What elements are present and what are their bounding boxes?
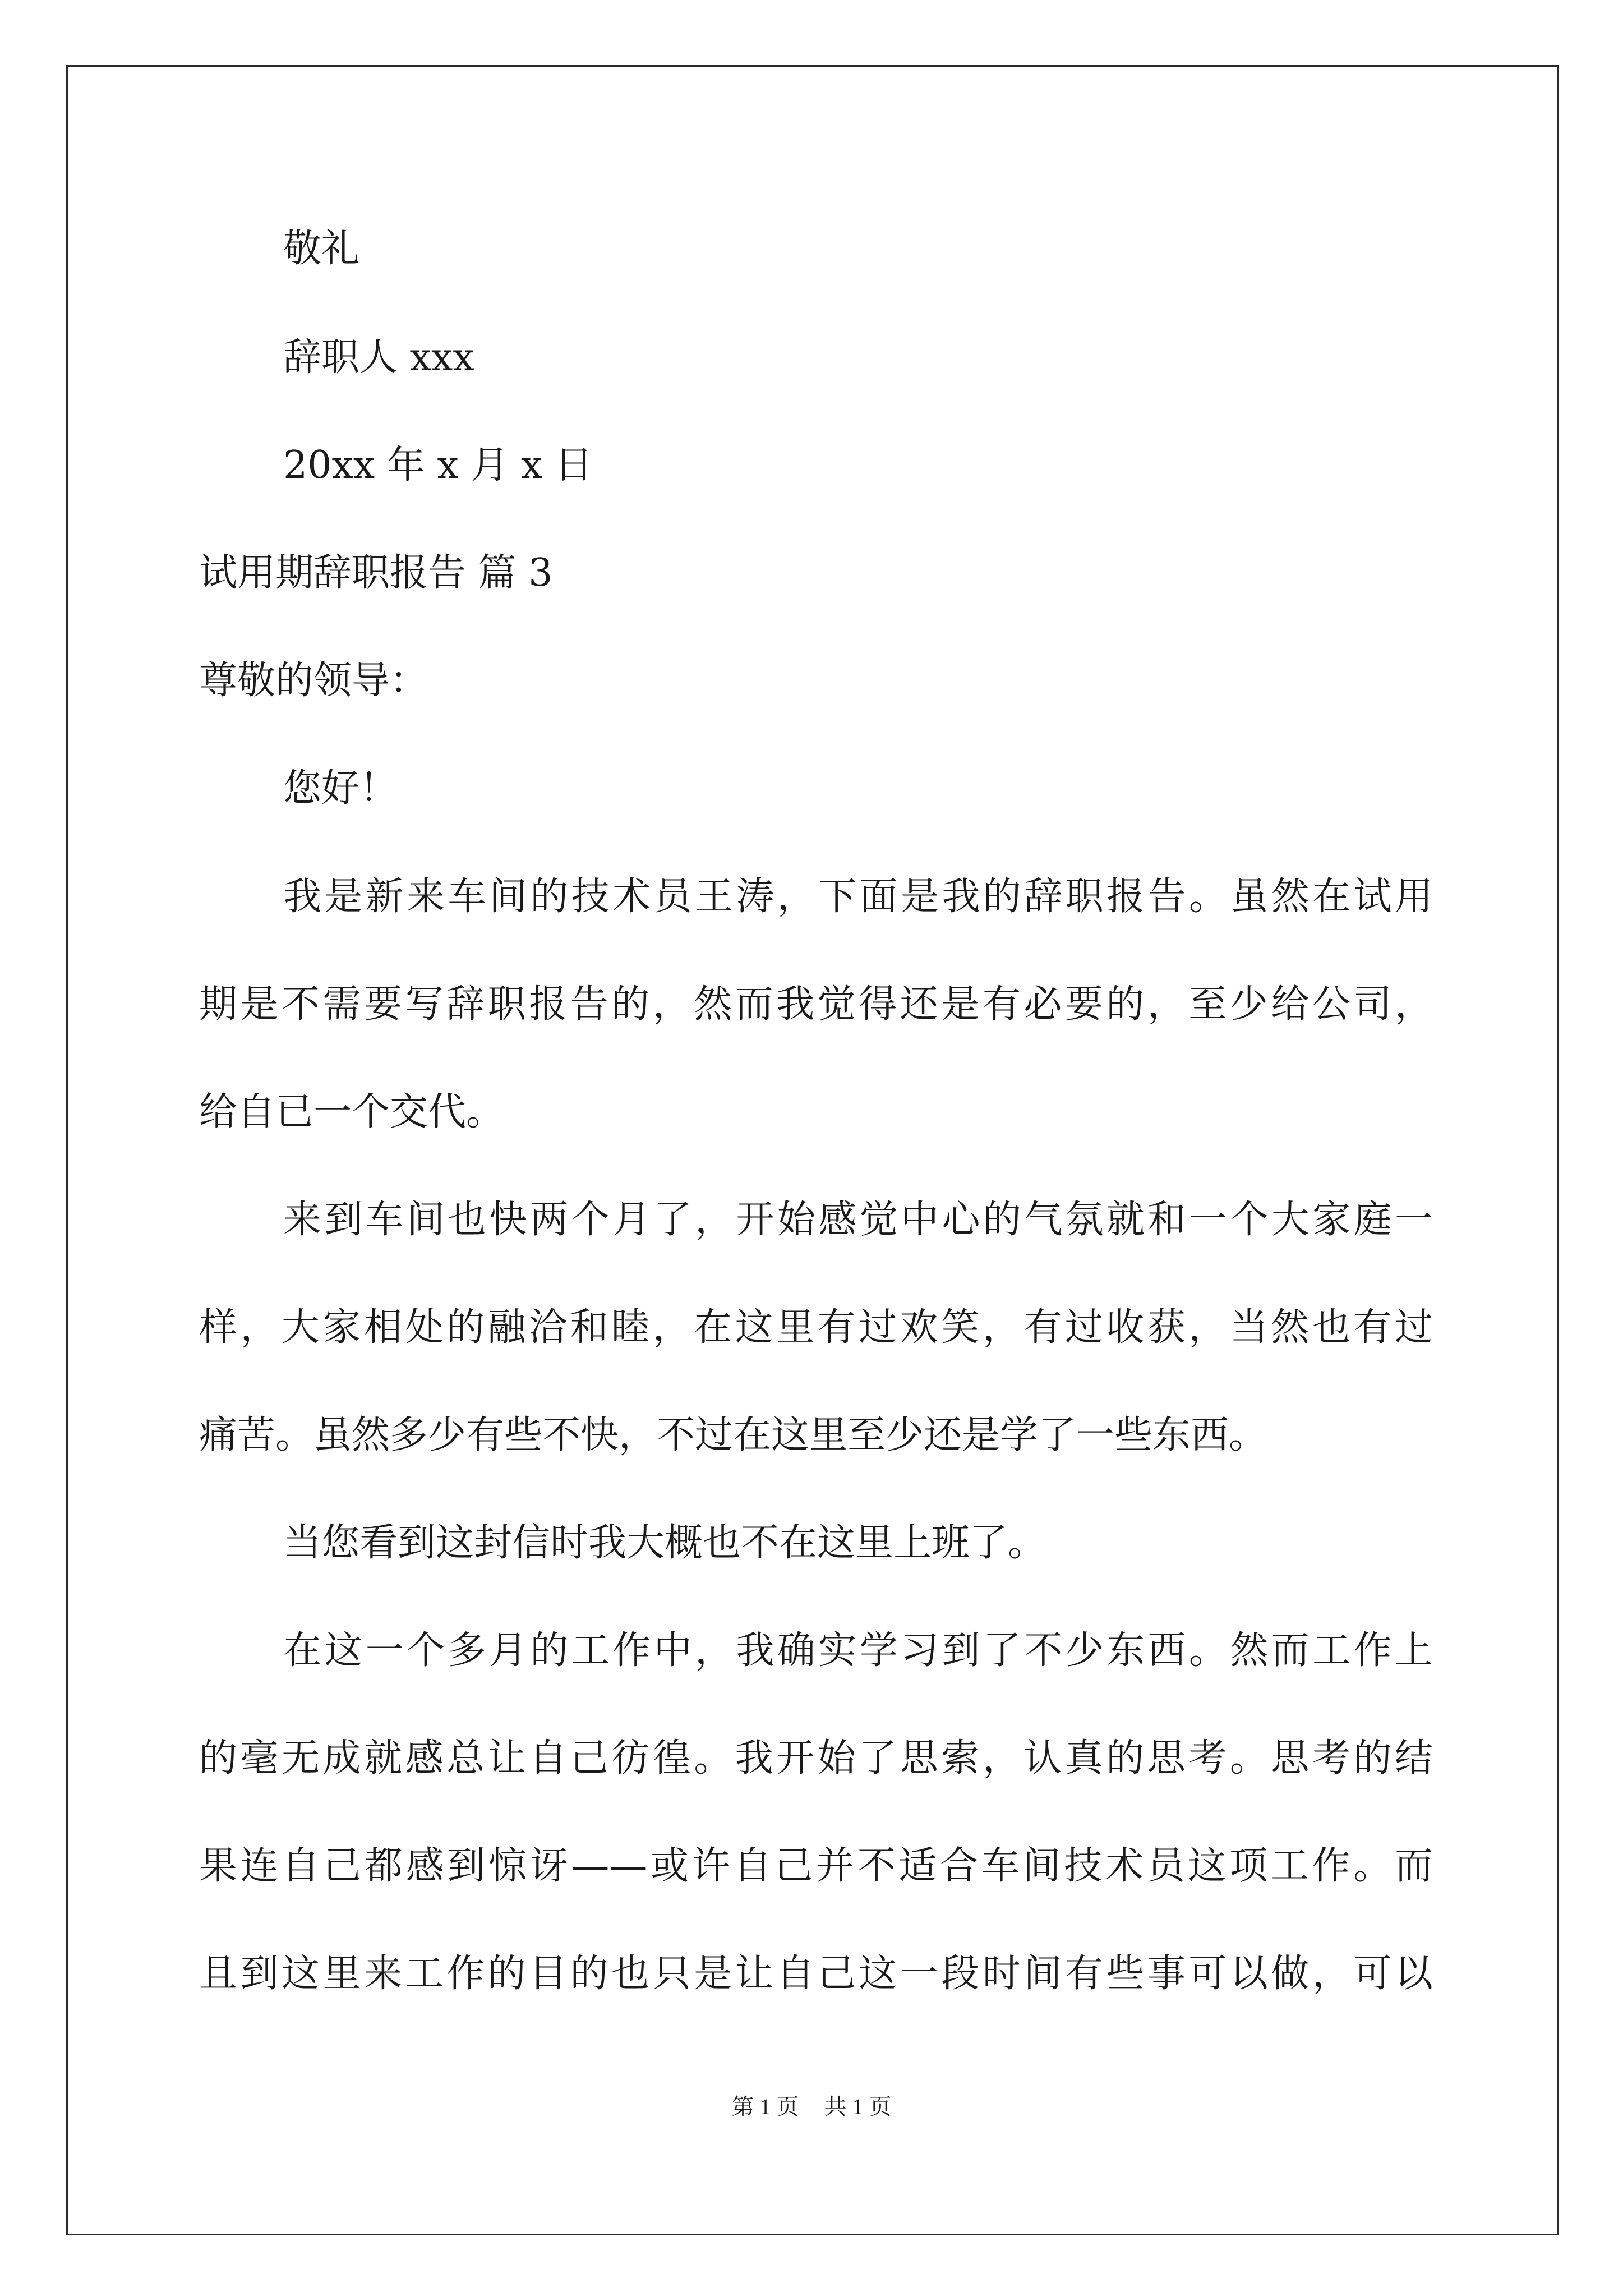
paragraph-line: 样，大家相处的融洽和睦，在这里有过欢笑，有过收获，当然也有过	[199, 1305, 1433, 1350]
paragraph-line: 在这一个多月的工作中，我确实学习到了不少东西。然而工作上	[283, 1628, 1433, 1673]
date-line: 20xx 年 x 月 x 日	[283, 443, 593, 487]
paragraph-line: 当您看到这封信时我大概也不在这里上班了。	[283, 1521, 1046, 1565]
paragraph-line: 来到车间也快两个月了，开始感觉中心的气氛就和一个大家庭一	[283, 1198, 1433, 1242]
page-total: 共 1 页	[824, 2094, 892, 2119]
section-title: 试用期辞职报告 篇 3	[199, 551, 553, 595]
page-border	[66, 65, 1559, 2235]
paragraph-line: 果连自己都感到惊讶——或许自己并不适合车间技术员这项工作。而	[199, 1844, 1433, 1888]
paragraph-line: 痛苦。虽然多少有些不快，不过在这里至少还是学了一些东西。	[199, 1413, 1267, 1457]
paragraph-line: 我是新来车间的技术员王涛，下面是我的辞职报告。虽然在试用	[283, 875, 1433, 919]
signature-line: 辞职人 xxx	[283, 335, 474, 380]
page-number: 第 1 页	[731, 2094, 799, 2119]
greeting-hello: 您好！	[283, 766, 398, 811]
paragraph-line: 给自已一个交代。	[199, 1090, 505, 1134]
paragraph-line: 的毫无成就感总让自己彷徨。我开始了思索，认真的思考。思考的结	[199, 1736, 1433, 1780]
paragraph-line: 且到这里来工作的目的也只是让自己这一段时间有些事可以做，可以	[199, 1952, 1433, 1996]
greeting: 尊敬的领导：	[199, 659, 428, 703]
closing-salutation: 敬礼	[283, 227, 360, 271]
paragraph-line: 期是不需要写辞职报告的，然而我觉得还是有必要的，至少给公司，	[199, 982, 1433, 1027]
page-footer	[0, 2089, 1623, 2121]
